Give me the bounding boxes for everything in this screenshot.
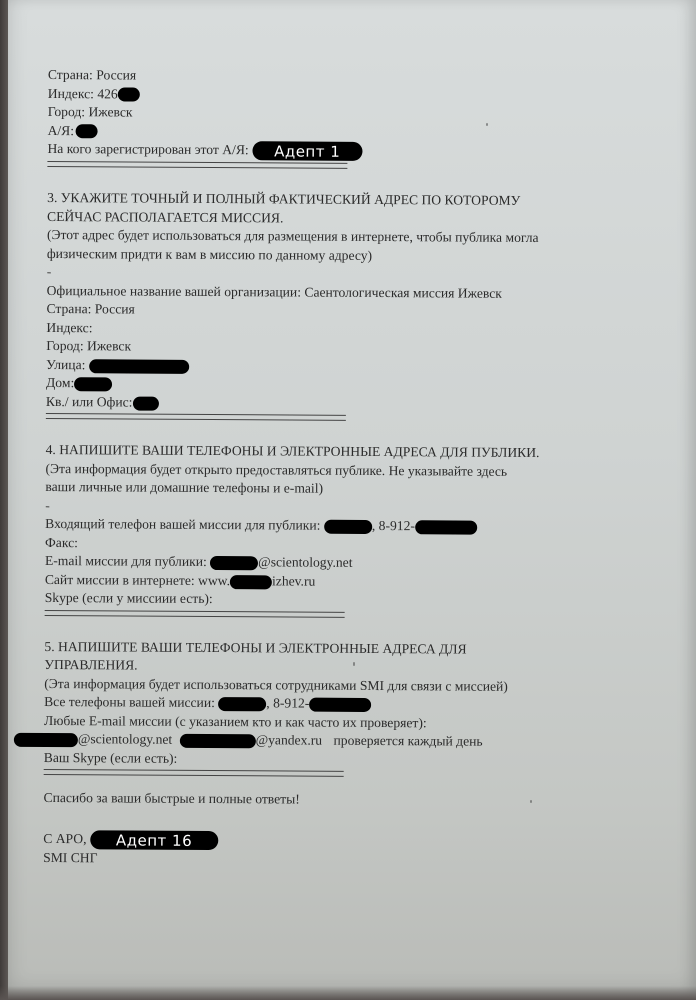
section4-heading: 4. НАПИШИТЕ ВАШИ ТЕЛЕФОНЫ И ЭЛЕКТРОННЫЕ АДРЕСА ДЛЯ ПУБЛИКИ. — [45, 442, 540, 461]
section3-note-line2: физическим придти к вам в миссию по данному адресу) — [46, 245, 373, 263]
redaction-mark — [76, 125, 98, 139]
admin-phones-label: Все телефоны вашей миссии: — [44, 694, 215, 711]
letter-document — [43, 66, 648, 871]
redaction-mark — [210, 556, 258, 570]
checked-daily-note: проверяется каждый день — [333, 733, 483, 750]
fax-line: Факс: — [45, 534, 78, 551]
po-box-label: А/Я: — [47, 122, 75, 138]
public-skype-line: Skype (если у миссиии есть): — [44, 590, 213, 607]
website-suffix: izhev.ru — [271, 573, 316, 589]
website-label: Сайт миссии в интернете: www. — [44, 571, 231, 588]
public-email-label: E-mail миссии для публики: — [44, 553, 207, 570]
redaction-mark — [309, 698, 371, 712]
section3-heading-line2: СЕЙЧАС РАСПОЛАГАЕТСЯ МИССИЯ. — [47, 208, 284, 226]
index-label: Индекс: 426 — [47, 85, 118, 101]
signer-name-tag: Адепт 16 — [90, 831, 218, 851]
section3-city-line: Город: Ижевск — [46, 338, 132, 354]
section3-note-line1: (Этот адрес будет использоваться для размещения в интернете, чтобы публика могла — [46, 227, 539, 246]
public-phone-mobile: , 8-912- — [371, 518, 415, 534]
registered-name-tag: Адепт 1 — [252, 142, 362, 162]
section3-heading-line1: 3. УКАЖИТЕ ТОЧНЫЙ И ПОЛНЫЙ ФАКТИЧЕСКИЙ АДРЕС ПО КОТОРОМУ — [47, 190, 521, 209]
redaction-mark — [89, 359, 189, 374]
section4-note-line1: (Эта информация будет открыто предоставляться публике. Не указывайте здесь — [45, 460, 508, 479]
office-label: Кв./ или Офис: — [45, 393, 133, 410]
paper-bottom-shadow — [0, 986, 696, 1000]
redaction-mark — [14, 733, 78, 747]
street-label: Улица: — [46, 356, 86, 373]
city-line: Город: Ижевск — [47, 103, 133, 120]
section3-dash: - — [46, 264, 52, 280]
admin-skype-line: Ваш Skype (если есть): — [43, 749, 178, 766]
redaction-mark — [132, 396, 158, 410]
public-phone-label: Входящий телефон вашей миссии для публики: — [45, 516, 321, 534]
admin-emails-label: Любые E-mail миссии (с указанием кто и как часто их проверяет): — [43, 712, 427, 731]
office-line — [46, 393, 646, 415]
registered-to-line — [47, 140, 647, 163]
admin-phones-mobile: , 8-912- — [266, 695, 310, 711]
country-line: Страна: Россия — [47, 66, 137, 83]
admin-email1-domain: @scientology.net — [77, 731, 173, 748]
section5-heading-line2: УПРАВЛЕНИЯ. — [44, 657, 138, 673]
section4-dash: - — [45, 497, 50, 513]
section4-note-line2: ваши личные или домашние телефоны и e-mail) — [45, 479, 324, 497]
section5-heading-line1: 5. НАПИШИТЕ ВАШИ ТЕЛЕФОНЫ И ЭЛЕКТРОННЫЕ АДРЕСА ДЛЯ — [44, 638, 467, 657]
redaction-mark — [180, 734, 256, 748]
admin-email2-domain: @yandex.ru — [255, 732, 323, 749]
redaction-mark — [74, 377, 112, 391]
section3-country-line: Страна: Россия — [46, 301, 135, 317]
redaction-mark — [230, 575, 272, 589]
aro-label: С АРО, — [43, 830, 87, 847]
section3-index-line: Индекс: — [46, 319, 93, 336]
redaction-mark — [415, 521, 477, 535]
redaction-mark — [218, 697, 266, 711]
public-email-domain: @scientology.net — [258, 554, 353, 571]
thanks-line: Спасибо за ваши быстрые и полные ответы! — [43, 790, 300, 807]
house-label: Дом: — [46, 375, 75, 391]
org-signoff-line: SMI СНГ — [43, 850, 98, 866]
section5-note: (Эта информация будет использоваться сотрудниками SMI для связи с миссией) — [44, 675, 508, 694]
registered-to-label: На кого зарегистрирован этот А/Я: — [47, 140, 249, 158]
org-name-line: Официальное название вашей организации: Саентологическая миссия Ижевск — [46, 282, 502, 301]
paper-left-edge — [0, 0, 8, 1000]
redaction-mark — [118, 88, 140, 102]
redaction-mark — [324, 520, 372, 534]
